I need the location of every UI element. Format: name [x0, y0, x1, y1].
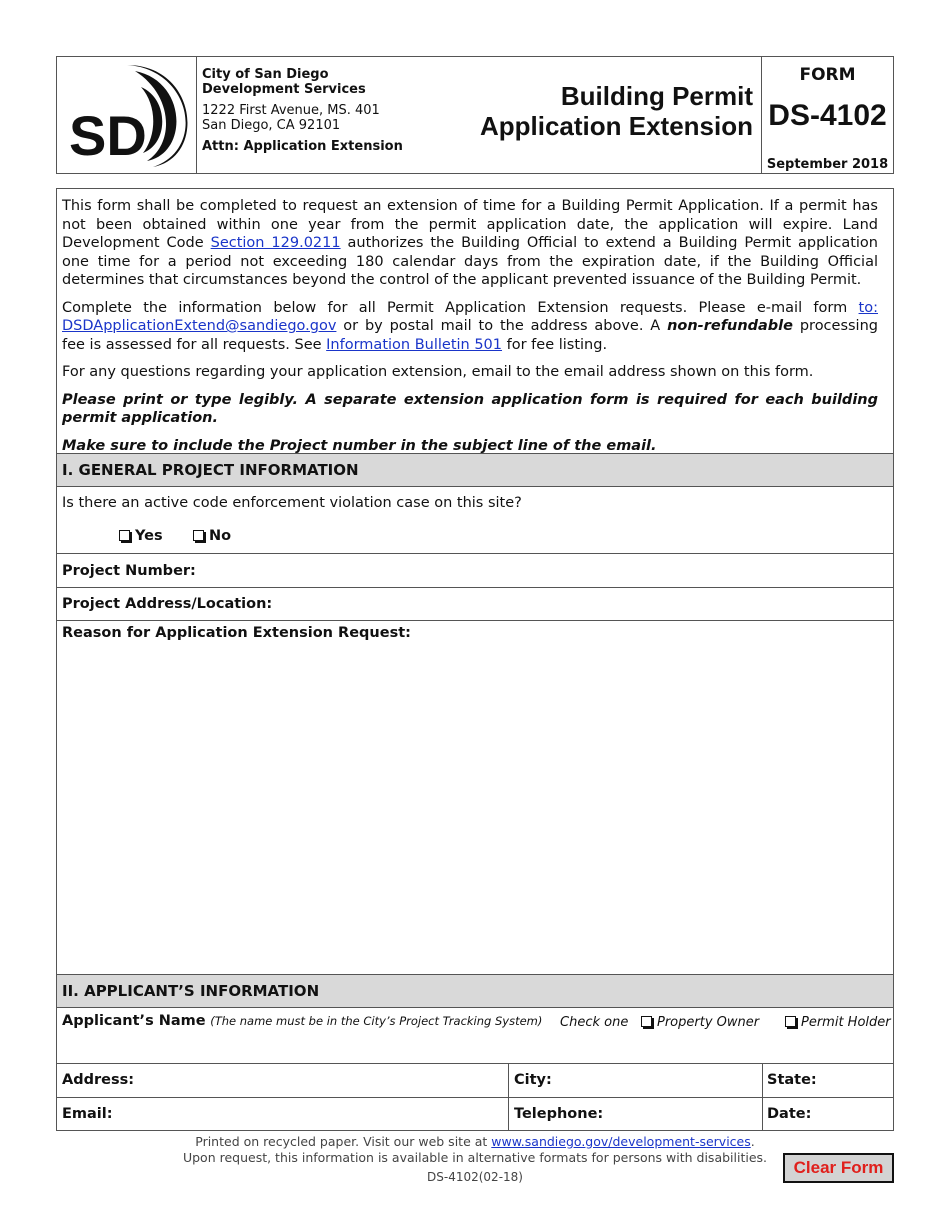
- address-row: [57, 1063, 893, 1097]
- logo-cell: [57, 57, 197, 173]
- intro-p1-text-cont: authorizes the Building Official to extend a Building Permit application one time for a period not exceeding 180 calendar days from the expiration date, if the Building Official determines that circumstances beyond the control of the applicant prevented issuance of the Building Permit.: [62, 235, 878, 288]
- form-title-line2: Application Extension: [479, 111, 753, 141]
- org-address-line1: 1222 First Avenue, MS. 401: [202, 103, 380, 118]
- permit-holder-checkbox[interactable]: [785, 1016, 796, 1027]
- clear-form-button[interactable]: Clear Form: [783, 1153, 894, 1183]
- city-label: City:: [514, 1072, 552, 1088]
- intro-p2-text: Complete the information below for all Permit Application Extension requests. Please e-mail form: [62, 299, 859, 316]
- footer-line-1-end: .: [750, 1134, 755, 1149]
- intro-paragraph-4: Please print or type legibly. A separate extension application form is required for each building permit application.: [62, 391, 878, 426]
- property-owner-checkbox[interactable]: [641, 1016, 652, 1027]
- reason-label: Reason for Application Extension Request:: [62, 625, 411, 641]
- applicant-name-field[interactable]: [62, 1013, 542, 1029]
- form-code: DS-4102(02-18): [427, 1170, 523, 1184]
- yes-label: Yes: [135, 528, 163, 544]
- no-label: No: [209, 528, 232, 544]
- telephone-field[interactable]: [508, 1098, 762, 1131]
- form-id-cell: [761, 57, 893, 173]
- city-field[interactable]: [508, 1064, 762, 1097]
- intro-p1-text: This form shall be completed to request an extension of time for a Building Permit Application. If a permit has not been obtained within one year from the permit application date, the application will expire. Land Development Code: [62, 198, 878, 251]
- permit-holder-label: Permit Holder: [801, 1015, 891, 1030]
- property-owner-label: Property Owner: [657, 1015, 760, 1030]
- project-number-label: Project Number:: [62, 563, 196, 579]
- state-field[interactable]: [762, 1064, 893, 1097]
- project-address-field[interactable]: [57, 587, 893, 620]
- applicant-name-note: (The name must be in the City’s Project Tracking System): [210, 1014, 543, 1028]
- bulletin-link[interactable]: Information Bulletin 501: [326, 336, 503, 353]
- project-address-label: Project Address/Location:: [62, 596, 273, 612]
- intro-paragraph-5: Make sure to include the Project number in the subject line of the email.: [62, 437, 657, 454]
- email-link-prefix: to:: [858, 299, 878, 316]
- telephone-label: Telephone:: [514, 1106, 604, 1122]
- org-attn: Attn: Application Extension: [202, 139, 403, 154]
- intro-text: [62, 197, 878, 464]
- section-1-heading: I. GENERAL PROJECT INFORMATION: [57, 453, 893, 487]
- logo-text: SD: [69, 104, 147, 167]
- reason-field[interactable]: [57, 620, 893, 974]
- form-body: [56, 188, 894, 1131]
- website-link[interactable]: www.sandiego.gov/development-services: [491, 1134, 751, 1149]
- intro-paragraph-2: [62, 299, 878, 355]
- form-date: September 2018: [766, 157, 889, 172]
- form-header: [56, 56, 894, 174]
- footer-line-2: Upon request, this information is available in alternative formats for persons with disabilities.: [182, 1149, 768, 1165]
- permit-holder-option[interactable]: [785, 1015, 891, 1030]
- email-label: Email:: [62, 1106, 113, 1122]
- yes-checkbox[interactable]: [119, 530, 130, 541]
- intro-p2-text-end: for fee listing.: [502, 336, 608, 353]
- no-checkbox-group[interactable]: [193, 528, 231, 544]
- city-logo: [57, 57, 197, 173]
- date-field[interactable]: [762, 1098, 893, 1131]
- yes-checkbox-group[interactable]: [119, 528, 163, 544]
- intro-paragraph-1: [62, 197, 878, 290]
- project-number-field[interactable]: [57, 553, 893, 587]
- no-checkbox[interactable]: [193, 530, 204, 541]
- check-one-label: Check one: [560, 1015, 629, 1030]
- applicant-name-label: Applicant’s Name: [62, 1013, 206, 1029]
- form-label: FORM: [799, 65, 856, 85]
- non-refundable-text: non-refundable: [667, 318, 793, 334]
- footer-line-1-text: Printed on recycled paper. Visit our web site at: [195, 1134, 492, 1149]
- org-name: City of San Diego: [202, 67, 329, 82]
- intro-p2-text-cont2: processing fee is assessed for all requests. See: [62, 318, 878, 353]
- date-label: Date:: [767, 1106, 812, 1122]
- intro-p2-text-cont: or by postal mail to the address above. A: [336, 318, 668, 334]
- footer-text: [150, 1134, 800, 1165]
- state-label: State:: [767, 1072, 817, 1088]
- email-link-address: DSDApplicationExtend@sandiego.gov: [62, 318, 337, 334]
- intro-paragraph-3: For any questions regarding your application extension, email to the email address shown on this form.: [62, 364, 814, 380]
- footer-line-1: [150, 1134, 800, 1150]
- section-2-heading: II. APPLICANT’S INFORMATION: [57, 974, 893, 1008]
- form-number: DS-4102: [768, 99, 887, 132]
- property-owner-option[interactable]: [641, 1015, 759, 1030]
- address-label: Address:: [62, 1072, 135, 1088]
- violation-question: Is there an active code enforcement violation case on this site?: [62, 495, 522, 511]
- form-title: [413, 81, 753, 141]
- org-address-line2: San Diego, CA 92101: [202, 118, 341, 133]
- form-title-line1: Building Permit: [560, 81, 753, 111]
- org-dept: Development Services: [202, 82, 366, 97]
- email-row: [57, 1097, 893, 1131]
- section-link[interactable]: Section 129.0211: [210, 235, 341, 251]
